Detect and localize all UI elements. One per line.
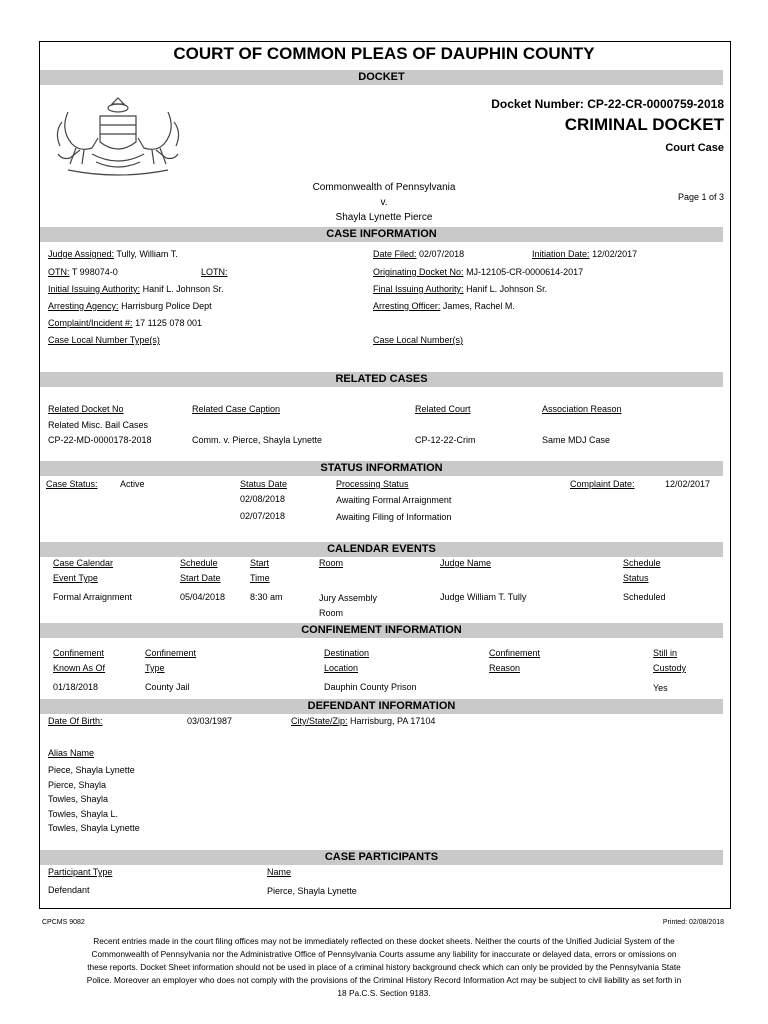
printed-date: Printed: 02/08/2018 — [662, 919, 724, 926]
alias-item: Towles, Shayla L. — [48, 809, 119, 819]
court-title: COURT OF COMMON PLEAS OF DAUPHIN COUNTY — [173, 44, 595, 63]
confinement-type-value: County Jail — [145, 682, 190, 692]
start-date-value: 05/04/2018 — [180, 592, 226, 602]
complaint-date-label: Complaint Date: — [570, 479, 635, 489]
start-time-value: 8:30 am — [250, 592, 283, 602]
case-kind: Court Case — [665, 142, 724, 154]
pennsylvania-seal — [48, 92, 188, 183]
docket-number: Docket Number: CP-22-CR-0000759-2018 — [491, 97, 724, 111]
participant-name-value: Pierce, Shayla Lynette — [267, 886, 357, 896]
case-participants-bar: CASE PARTICIPANTS — [40, 850, 723, 865]
schedule-status-value: Scheduled — [623, 592, 666, 602]
processing-status-header: Processing Status — [336, 479, 409, 489]
event-type-value: Formal Arraignment — [53, 592, 133, 602]
final-issuing-row: Final Issuing Authority: Hanif L. Johnson Sr. — [373, 284, 548, 294]
room-value-2: Room — [319, 608, 344, 618]
processing-status-1: Awaiting Formal Arraignment — [336, 495, 452, 505]
status-date-2: 02/07/2018 — [240, 511, 286, 521]
association-reason-header: Association Reason — [542, 404, 622, 414]
destination-header-1: Destination — [324, 648, 370, 658]
alias-item: Towles, Shayla — [48, 794, 109, 804]
association-reason-value: Same MDJ Case — [542, 435, 611, 445]
case-local-number: Case Local Number(s) — [373, 335, 464, 345]
caption-defendant: Shayla Lynette Pierce — [335, 212, 433, 223]
judge-assigned-row — [48, 249, 178, 259]
docket-bar: DOCKET — [40, 70, 723, 85]
status-date-header: Status Date — [240, 479, 288, 489]
dob-label: Date Of Birth: — [48, 716, 103, 726]
arresting-officer-row: Arresting Officer: James, Rachel M. — [373, 301, 515, 311]
initiation-date-row: Initiation Date: 12/02/2017 — [532, 249, 638, 259]
alias-item: Towles, Shayla Lynette — [48, 823, 140, 833]
initial-issuing-row: Initial Issuing Authority: Hanif L. Johnson Sr. — [48, 284, 224, 294]
city-row: City/State/Zip: Harrisburg, PA 17104 — [291, 716, 436, 726]
related-docket-value: CP-22-MD-0000178-2018 — [48, 435, 152, 445]
alias-name-header: Alias Name — [48, 748, 95, 758]
confinement-type-header-2: Type — [145, 663, 165, 673]
alias-item: Piece, Shayla Lynette — [48, 765, 135, 775]
related-cases-bar: RELATED CASES — [40, 372, 723, 387]
start-date-header-2: Start Date — [180, 573, 221, 583]
schedule-status-header-1: Schedule — [623, 558, 661, 568]
defendant-information-bar: DEFENDANT INFORMATION — [40, 699, 723, 714]
complaint-row: Complaint/Incident #: 17 1125 078 001 — [48, 318, 202, 328]
room-header: Room — [319, 558, 344, 568]
related-caption-header: Related Case Caption — [192, 404, 281, 414]
processing-status-2: Awaiting Filing of Information — [336, 512, 452, 522]
participant-name-header: Name — [267, 867, 292, 877]
related-docket-header: Related Docket No — [48, 404, 124, 414]
related-court-header: Related Court — [415, 404, 471, 414]
still-in-custody-value: Yes — [653, 683, 668, 693]
page-info: Page 1 of 3 — [677, 192, 724, 202]
form-id: CPCMS 9082 — [42, 919, 85, 926]
originating-docket-row: Originating Docket No: MJ-12105-CR-0000614-2017 — [373, 267, 584, 277]
otn-row: OTN: T 998074-0 — [48, 267, 118, 277]
start-time-header-2: Time — [250, 573, 270, 583]
participant-type-value: Defendant — [48, 885, 90, 895]
complaint-date-value: 12/02/2017 — [665, 479, 711, 489]
start-time-header-1: Start — [250, 558, 270, 568]
status-information-bar: STATUS INFORMATION — [40, 461, 723, 476]
confinement-reason-header-2: Reason — [489, 663, 521, 673]
event-type-header-1: Case Calendar — [53, 558, 114, 568]
case-status-label: Case Status: — [46, 479, 98, 489]
event-type-header-2: Event Type — [53, 573, 98, 583]
participant-type-header: Participant Type — [48, 867, 113, 877]
related-group-label: Related Misc. Bail Cases — [48, 420, 149, 430]
alias-item: Pierce, Shayla — [48, 780, 107, 790]
confinement-information-bar: CONFINEMENT INFORMATION — [40, 623, 723, 638]
status-date-1: 02/08/2018 — [240, 494, 286, 504]
confinement-reason-header-1: Confinement — [489, 648, 541, 658]
known-as-of-header-1: Confinement — [53, 648, 105, 658]
related-court-value: CP-12-22-Crim — [415, 435, 476, 445]
judge-name-value: Judge William T. Tully — [440, 592, 527, 602]
caption-plaintiff: Commonwealth of Pennsylvania — [312, 182, 456, 193]
start-date-header-1: Schedule — [180, 558, 218, 568]
schedule-status-header-2: Status — [623, 573, 649, 583]
arresting-agency-row: Arresting Agency: Harrisburg Police Dept — [48, 301, 212, 311]
related-caption-value: Comm. v. Pierce, Shayla Lynette — [192, 435, 323, 445]
case-information-bar: CASE INFORMATION — [40, 227, 723, 242]
lotn-label: LOTN: — [201, 267, 228, 277]
date-filed-row: Date Filed: 02/07/2018 — [373, 249, 465, 259]
still-in-custody-header-1: Still in — [653, 648, 678, 658]
room-value-1: Jury Assembly — [319, 593, 378, 603]
judge-value: Tully, William T. — [116, 249, 178, 259]
judge-label: Judge Assigned: — [48, 249, 115, 259]
judge-name-header: Judge Name — [440, 558, 492, 568]
caption-vs: v. — [380, 197, 388, 208]
dob-value: 03/03/1987 — [187, 716, 233, 726]
case-status-value: Active — [120, 479, 145, 489]
docket-type: CRIMINAL DOCKET — [564, 115, 724, 134]
known-as-of-value: 01/18/2018 — [53, 682, 99, 692]
still-in-custody-header-2: Custody — [653, 663, 687, 673]
case-local-number-type: Case Local Number Type(s) — [48, 335, 160, 345]
known-as-of-header-2: Known As Of — [53, 663, 106, 673]
destination-value: Dauphin County Prison — [324, 682, 417, 692]
calendar-events-bar: CALENDAR EVENTS — [40, 542, 723, 557]
disclaimer: Recent entries made in the court filing offices may not be immediately reflected on these docket sheets. Neither the courts of the Unified Judicial System of the Commonwealth of Pennsylvania nor the Administrative Office of Pennsylvania Courts assume any liability for inaccurate or delayed data, errors or omissions on these reports. Docket Sheet information should not be used in place of a criminal history background check which can only be provided by the Pennsylvania State Police. Moreover an employer who does not comply with the provisions of the Criminal History Record Information Act may be subject to civil liability as set forth in 18 Pa.C.S. Section 9183. — [86, 936, 682, 998]
destination-header-2: Location — [324, 663, 359, 673]
confinement-type-header-1: Confinement — [145, 648, 197, 658]
